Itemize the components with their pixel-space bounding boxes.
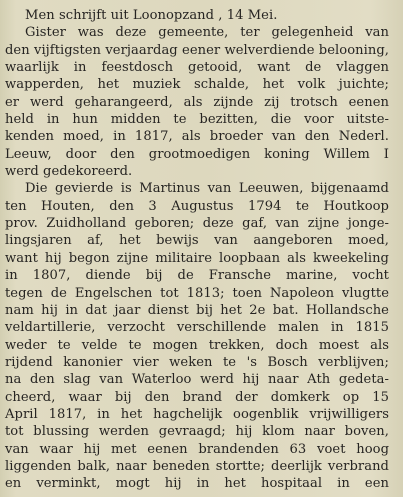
text-line: Leeuw, door den grootmoedigen koning Willem I: [5, 146, 389, 162]
text-line: tegen de Engelschen tot 1813; toen Napoleon vlugtte: [5, 285, 389, 301]
text-line: wapperden, het muziek schalde, het volk juichte;: [5, 77, 389, 93]
text-line: want hij begon zijne militaire loopbaan als kweekeling: [5, 250, 389, 266]
text-line: kenden moed, in 1817, als broeder van den Nederl.: [5, 129, 389, 145]
text-line: er werd geharangeerd, als zijnde zij trotsch eenen: [5, 94, 389, 110]
article-column: [5, 7, 389, 493]
text-line: nam hij in dat jaar dienst bij het 2e bat. Hollandsche: [5, 302, 389, 318]
text-line: weder te velde te mogen trekken, doch moest als: [5, 337, 389, 353]
text-line: Gister was deze gemeente, ter gelegenheid van: [25, 25, 389, 41]
text-line: rijdend kanonier vier weken te 's Bosch verblijven;: [5, 354, 389, 370]
text-line: lingsjaren af, het bewijs van aangeboren moed,: [5, 233, 389, 249]
text-line: den vijftigsten verjaardag eener welverdiende belooning,: [5, 42, 389, 58]
text-line: cheerd, waar bij den brand der domkerk op 15: [5, 389, 389, 405]
text-line: en verminkt, mogt hij in het hospitaal in een: [5, 476, 389, 492]
text-line: waarlijk in feestdosch getooid, want de vlaggen: [5, 60, 389, 76]
text-line: werd gedekoreerd.: [5, 164, 133, 180]
text-line: van waar hij met eenen brandenden 63 voet hoog: [5, 441, 389, 457]
text-line: liggenden balk, naar beneden stortte; deerlijk verbrand: [5, 458, 389, 474]
text-line: April 1817, in het hagchelijk oogenblik vrijwilligers: [5, 406, 389, 422]
text-line: Die gevierde is Martinus van Leeuwen, bijgenaamd: [25, 181, 389, 197]
text-line: tot blussing werden gevraagd; hij klom naar boven,: [5, 424, 389, 440]
text-line: veldartillerie, verzocht verschillende malen in 1815: [5, 320, 389, 336]
text-line: in 1807, diende bij de Fransche marine, vocht: [5, 268, 389, 284]
text-line: prov. Zuidholland geboren; deze gaf, van zijne jonge-: [5, 216, 389, 232]
dateline: Men schrijft uit Loonopzand , 14 Mei.: [25, 8, 278, 23]
text-line: held in hun midden te bezitten, die voor uitste-: [5, 112, 389, 128]
text-line: ten Houten, den 3 Augustus 1794 te Houtkoop: [5, 198, 389, 214]
text-line: na den slag van Waterloo werd hij naar Ath gedeta-: [5, 372, 389, 388]
